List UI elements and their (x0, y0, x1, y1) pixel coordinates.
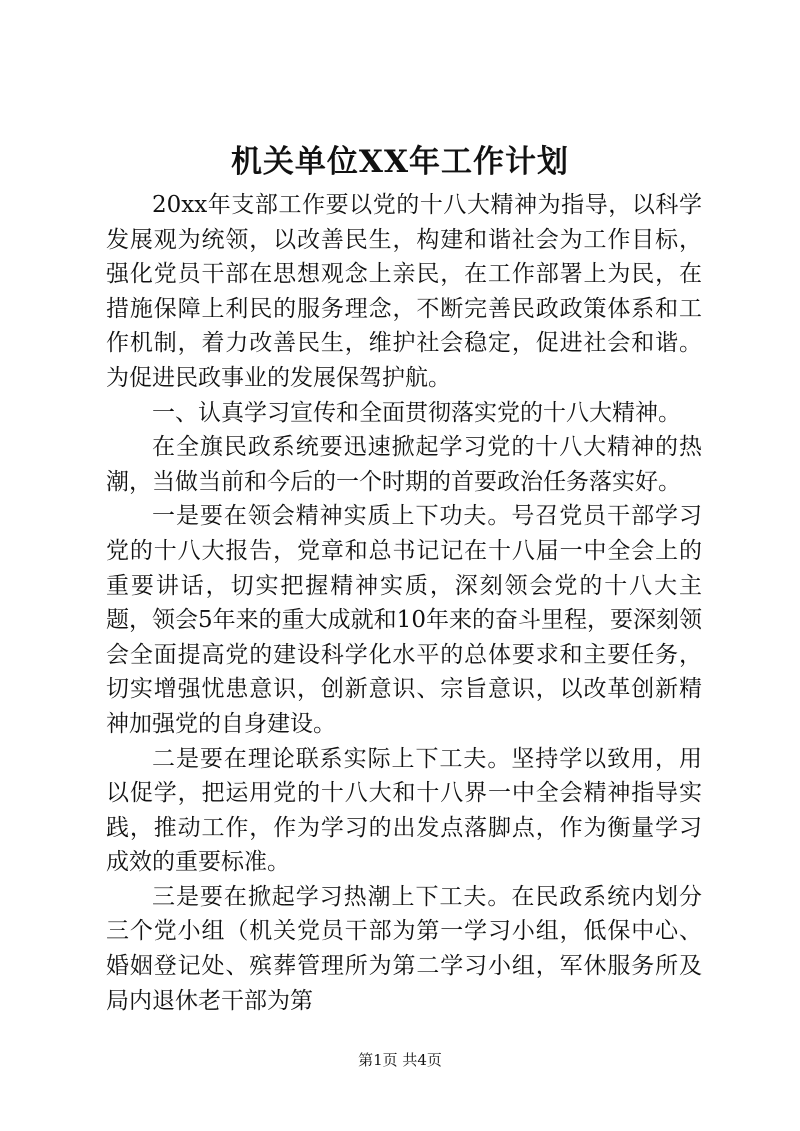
page-footer: 第1页 共4页 (358, 1051, 442, 1069)
document-body (106, 188, 702, 1018)
paragraph-point-two: 二是要在理论联系实际上下工夫。坚持学以致用，用以促学，把运用党的十八大和十八界一中全会精神指导实践，推动工作，作为学习的出发点落脚点，作为衡量学习成效的重要标准。 (106, 745, 702, 876)
paragraph-point-one: 一是要在领会精神实质上下功夫。号召党员干部学习党的十八大报告，党章和总书记记在十八届一中全会上的重要讲话，切实把握精神实质，深刻领会党的十八大主题，领会5年来的重大成就和10年来的奋斗里程，要深刻领会全面提高党的建设科学化水平的总体要求和主要任务，切实增强忧患意识，创新意识、宗旨意识，以改革创新精神加强党的自身建设。 (106, 503, 702, 737)
document-title: 机关单位XX年工作计划 (230, 144, 570, 180)
paragraph-point-three: 三是要在掀起学习热潮上下工夫。在民政系统内划分三个党小组（机关党员干部为第一学习小组，低保中心、婚姻登记处、殡葬管理所为第二学习小组，军休服务所及局内退休老干部为第 (106, 883, 702, 1014)
paragraph-intro: 20xx年支部工作要以党的十八大精神为指导，以科学发展观为统领，以改善民生，构建和谐社会为工作目标，强化党员干部在思想观念上亲民，在工作部署上为民，在措施保障上利民的服务理念，不断完善民政政策体系和工作机制，着力改善民生，维护社会稳定，促进社会和谐。为促进民政事业的发展保驾护航。 (106, 192, 702, 391)
paragraph-study-campaign: 在全旗民政系统要迅速掀起学习党的十八大精神的热潮，当做当前和今后的一个时期的首要政治任务落实好。 (106, 434, 702, 495)
paragraph-section-heading: 一、认真学习宣传和全面贯彻落实党的十八大精神。 (152, 399, 681, 426)
